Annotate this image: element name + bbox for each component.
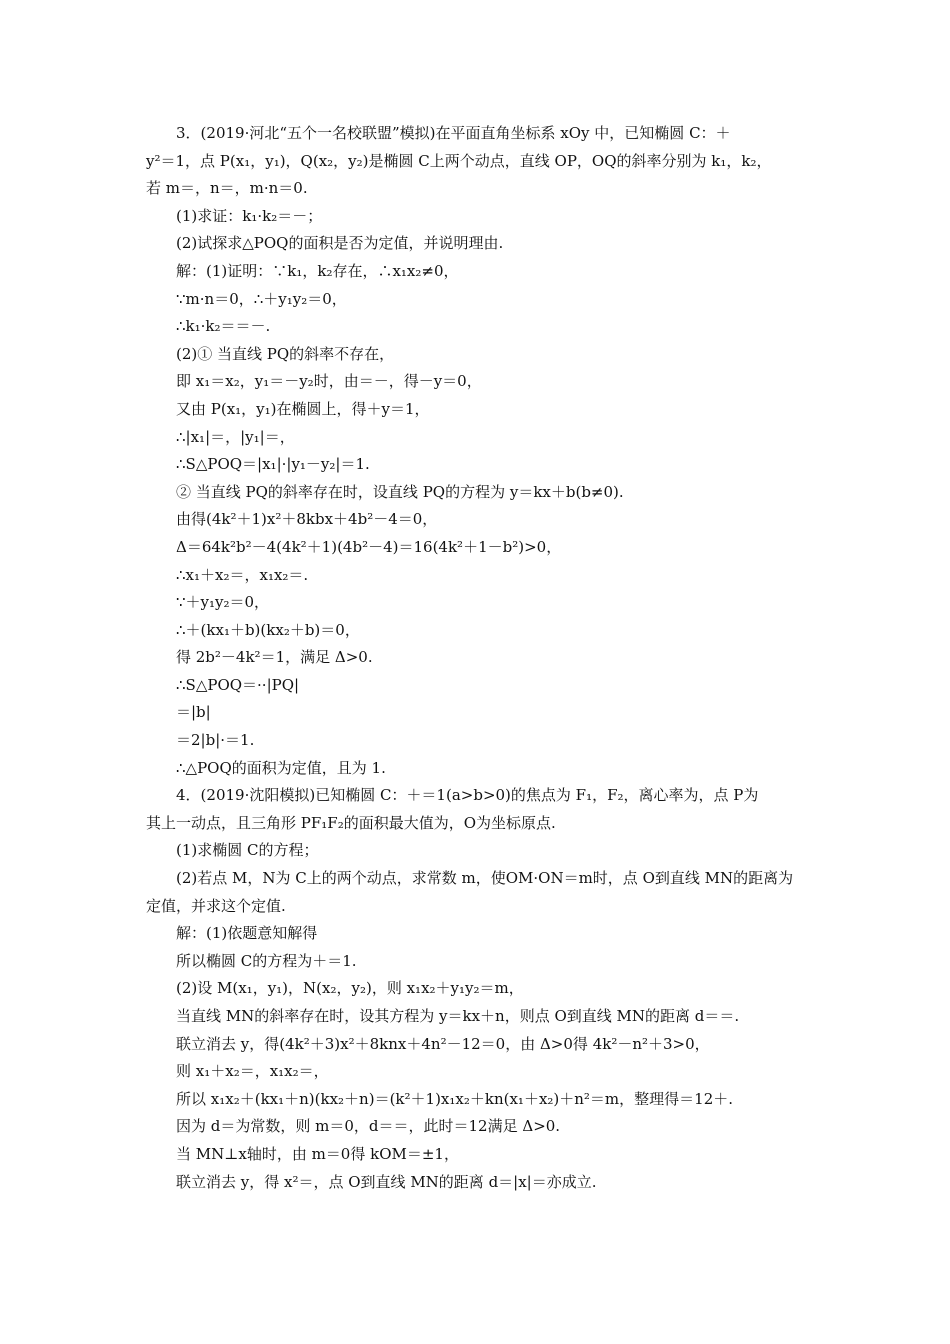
text-line: 又由 P(x₁，y₁)在椭圆上，得＋y＝1，	[176, 399, 430, 418]
text-line: 联立消去 y，得(4k²＋3)x²＋8knx＋4n²－12＝0，由 Δ>0得 4k²－n²＋3>0，	[176, 1034, 710, 1053]
text-line: 若 m＝，n＝，m·n＝0.	[146, 179, 308, 198]
text-line: ∴x₁＋x₂＝，x₁x₂＝.	[176, 565, 309, 584]
text-line: (2)若点 M，N为 C上的两个动点，求常数 m，使OM·ON＝m时，点 O到直线 MN的距离为	[176, 869, 794, 888]
text-line: 所以 x₁x₂＋(kx₁＋n)(kx₂＋n)＝(k²＋1)x₁x₂＋kn(x₁＋x₂)＋n²＝m，整理得＝12＋.	[176, 1089, 734, 1108]
text-line: ∵m·n＝0，∴＋y₁y₂＝0，	[176, 289, 347, 308]
text-line: 解：(1)证明：∵k₁，k₂存在，∴x₁x₂≠0，	[176, 261, 459, 280]
text-line: ∴＋(kx₁＋b)(kx₂＋b)＝0，	[176, 620, 360, 639]
text-line: 得 2b²－4k²＝1，满足 Δ>0.	[176, 648, 373, 667]
text-line: 由得(4k²＋1)x²＋8kbx＋4b²－4＝0，	[176, 510, 438, 529]
text-line: 当 MN⊥x轴时，由 m＝0得 kOM＝±1，	[176, 1144, 459, 1163]
text-line: 当直线 MN的斜率存在时，设其方程为 y＝kx＋n，则点 O到直线 MN的距离 d＝＝.	[176, 1007, 740, 1025]
text-line: ＝|b|	[176, 703, 211, 722]
text-line: 则 x₁＋x₂＝，x₁x₂＝，	[176, 1062, 329, 1081]
text-line: 4．(2019·沈阳模拟)已知椭圆 C：＋＝1(a>b>0)的焦点为 F₁，F₂，离心率为，点 P为	[176, 786, 759, 805]
text-line: Δ＝64k²b²－4(4k²＋1)(4b²－4)＝16(4k²＋1－b²)>0，	[176, 537, 562, 556]
text-line: 解：(1)依题意知解得	[176, 924, 318, 943]
text-line: 定值，并求这个定值.	[146, 896, 286, 915]
text-line: ∴S△POQ＝|x₁|·|y₁－y₂|＝1.	[176, 455, 370, 474]
text-line: 其上一动点，且三角形 PF₁F₂的面积最大值为，O为坐标原点.	[146, 813, 556, 832]
text-line: 3．(2019·河北“五个一名校联盟”模拟)在平面直角坐标系 xOy 中，已知椭圆 C：＋	[176, 124, 731, 142]
text-line: 所以椭圆 C的方程为＋＝1.	[176, 951, 357, 970]
text-line: 即 x₁＝x₂，y₁＝－y₂时，由＝－，得－y＝0，	[176, 372, 482, 391]
text-line: 因为 d＝为常数，则 m＝0，d＝＝，此时＝12满足 Δ>0.	[176, 1117, 561, 1136]
text-line: ∴S△POQ＝··|PQ|	[176, 675, 300, 694]
text-line: (2)设 M(x₁，y₁)，N(x₂，y₂)，则 x₁x₂＋y₁y₂＝m，	[176, 979, 524, 998]
text-line: ＝2|b|·＝1.	[176, 731, 255, 750]
text-line: ∴k₁·k₂＝＝－.	[176, 317, 271, 336]
text-line: ∵＋y₁y₂＝0，	[176, 593, 270, 612]
text-line: ∴|x₁|＝，|y₁|＝，	[176, 427, 295, 446]
text-line: (1)求椭圆 C的方程；	[176, 841, 319, 860]
text-line: (2)试探求△POQ的面积是否为定值，并说明理由.	[176, 234, 504, 253]
text-line: (2)① 当直线 PQ的斜率不存在，	[176, 344, 395, 363]
document-body	[146, 120, 810, 1196]
text-line: ② 当直线 PQ的斜率存在时，设直线 PQ的方程为 y＝kx＋b(b≠0).	[176, 482, 624, 501]
text-line: 联立消去 y，得 x²＝，点 O到直线 MN的距离 d＝|x|＝亦成立.	[176, 1172, 597, 1191]
text-line: y²＝1，点 P(x₁，y₁)，Q(x₂，y₂)是椭圆 C上两个动点，直线 OP，OQ的斜率分别为 k₁，k₂，	[146, 151, 772, 170]
text-line: ∴△POQ的面积为定值，且为 1.	[176, 758, 386, 777]
text-line: (1)求证：k₁·k₂＝－；	[176, 206, 323, 225]
